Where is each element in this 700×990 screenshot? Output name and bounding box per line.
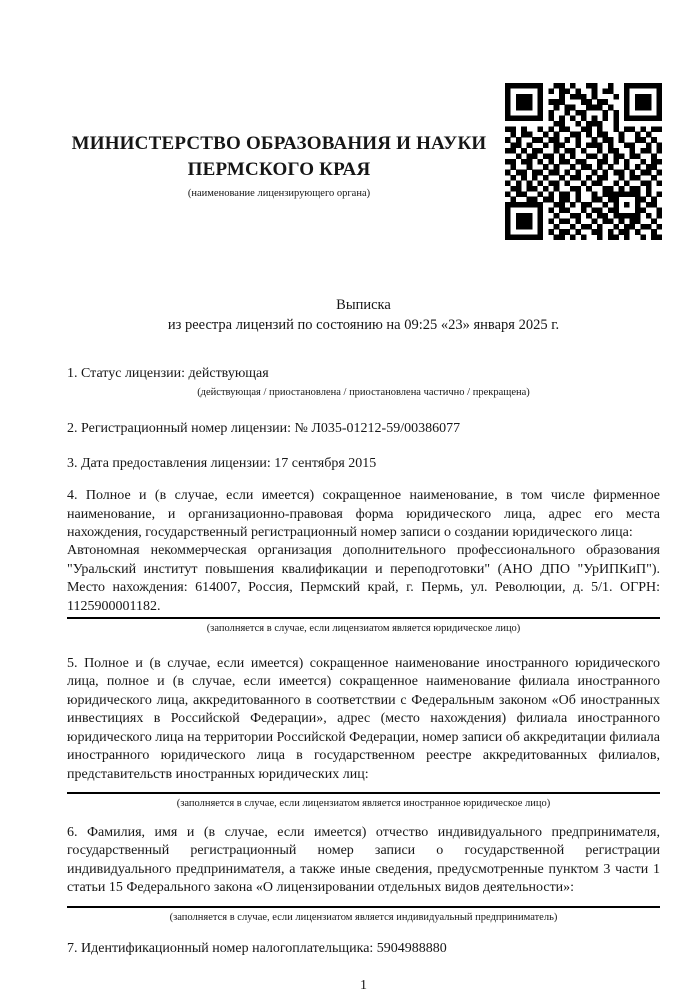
item-grant-date — [67, 455, 660, 473]
item-taxpayer-number-text: 7. Идентификационный номер налогоплательщика: 5904988880 — [67, 940, 447, 956]
item-individual-entrepreneur-caption: (заполняется в случае, если лицензиатом является индивидуальный предприниматель) — [169, 911, 558, 923]
ministry-name-line1: МИНИСТЕРСТВО ОБРАЗОВАНИЯ И НАУКИ — [71, 133, 487, 154]
item-legal-entity-question: 4. Полное и (в случае, если имеется) сокращенное наименование, в том числе фирменное наименование, и организационно-правовая форма юридического лица, адрес его места нахождения, государственный регистрационный номер записи о создании юридического лица: — [67, 488, 660, 541]
document-body — [0, 295, 700, 990]
qr-code-icon — [505, 83, 662, 240]
page-number: 1 — [360, 977, 367, 990]
ministry-caption: (наименование лицензирующего органа) — [187, 188, 371, 199]
item-individual-entrepreneur-blank-field — [67, 898, 660, 908]
items-list — [67, 365, 660, 958]
item-legal-entity — [67, 487, 660, 635]
item-individual-entrepreneur — [67, 824, 660, 924]
item-foreign-entity-question: 5. Полное и (в случае, если имеется) сокращенное наименование иностранного юридического лица, полное и (в случае, если имеется) сокращенное наименование филиала иностранного юридического лица, аккредитованного в соответствии с Федеральным законом «Об иностранных инвестициях в Российской Федерации», адрес (место нахождения) филиала иностранного юридического лица на территории Российской Федерации, номер записи об аккредитации филиала иностранного юридического лица в государственном реестре аккредитованных филиалов, представительств иностранных юридических лиц: — [67, 656, 660, 782]
doc-title-line1: Выписка — [336, 297, 391, 313]
item-registration-number — [67, 420, 660, 438]
document-header — [0, 131, 700, 200]
item-foreign-entity — [67, 655, 660, 810]
qr-code-svg — [505, 83, 662, 240]
item-foreign-entity-blank-field — [67, 784, 660, 794]
item-legal-entity-answer: Автономная некоммерческая организация дополнительного профессионального образования "Уральский институт повышения квалификации и переподготовки" (АНО ДПО "УрИПКиП"). Место нахождения: 614007, Россия, Пермский край, г. Пермь, ул. Революции, д. 5/1. ОГРН: 1125900001182. — [67, 542, 660, 619]
item-legal-entity-caption: (заполняется в случае, если лицензиатом является юридическое лицо) — [206, 623, 521, 635]
document-title — [67, 295, 660, 335]
item-registration-number-text: 2. Регистрационный номер лицензии: № Л035-01212-59/00386077 — [67, 421, 461, 437]
item-foreign-entity-caption: (заполняется в случае, если лицензиатом является иностранное юридическое лицо) — [176, 797, 551, 809]
doc-title-line2: из реестра лицензий по состоянию на 09:25 «23» января 2025 г. — [167, 317, 560, 333]
item-taxpayer-number — [67, 940, 660, 958]
document-footer — [67, 978, 660, 990]
item-license-status-text: 1. Статус лицензии: действующая — [67, 366, 269, 381]
ministry-name — [67, 131, 491, 183]
item-grant-date-text: 3. Дата предоставления лицензии: 17 сентября 2015 — [67, 455, 377, 471]
licensing-authority-block — [67, 131, 491, 200]
item-individual-entrepreneur-question: 6. Фамилия, имя и (в случае, если имеется) отчество индивидуального предпринимателя, государственный регистрационный номер записи о государственной регистрации индивидуального предпринимателя, а также иные сведения, предусмотренные пунктом 3 части 1 статьи 15 Федерального закона «О лицензировании отдельных видов деятельности»: — [67, 824, 660, 896]
item-license-status-caption: (действующая / приостановлена / приостановлена частично / прекращена) — [197, 387, 530, 399]
item-license-status — [67, 365, 660, 399]
ministry-name-line2: ПЕРМСКОГО КРАЯ — [187, 159, 371, 180]
